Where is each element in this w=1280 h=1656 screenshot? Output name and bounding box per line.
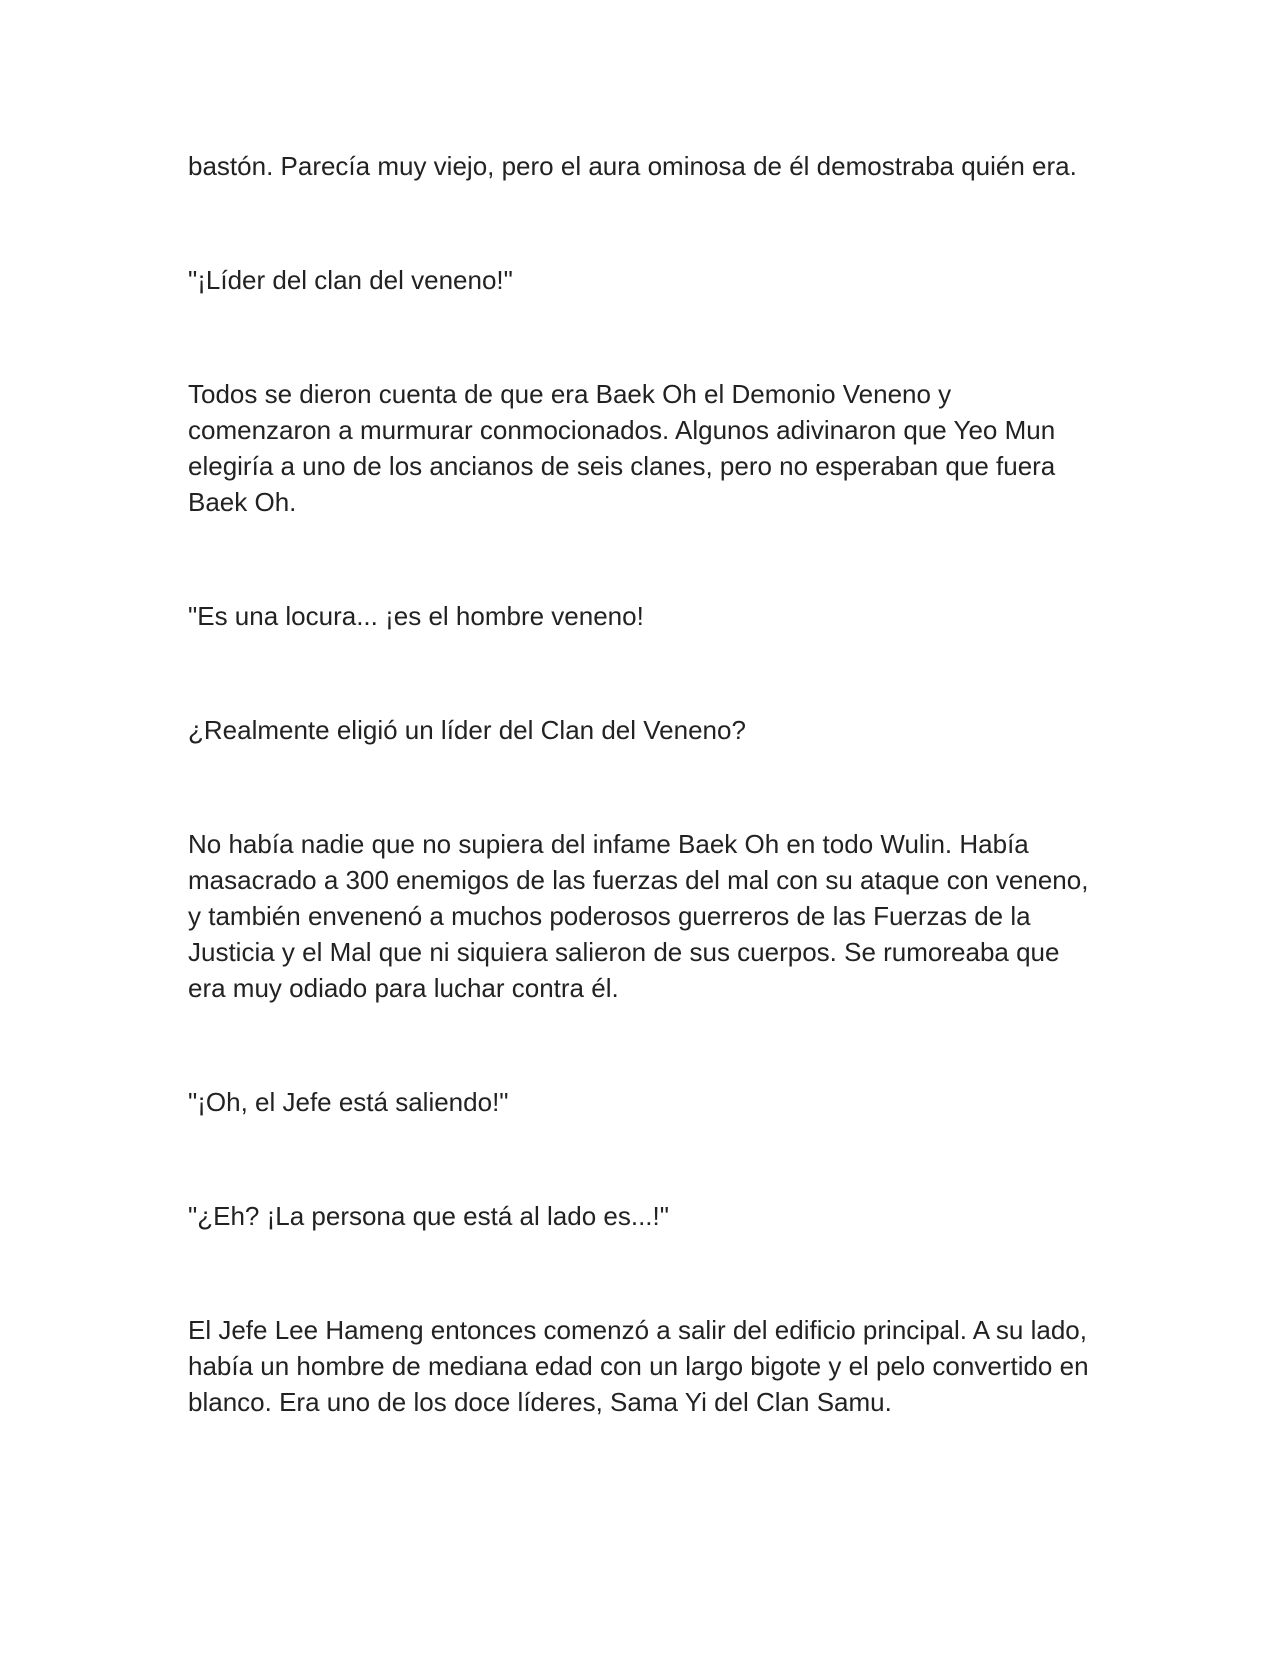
document-page bbox=[188, 148, 1098, 1420]
paragraph-9: El Jefe Lee Hameng entonces comenzó a salir del edificio principal. A su lado, había un hombre de mediana edad con un largo bigote y el pelo convertido en blanco. Era uno de los doce líderes, Sama Yi del Clan Samu. bbox=[188, 1315, 1089, 1417]
paragraph-8: "¿Eh? ¡La persona que está al lado es...!" bbox=[188, 1201, 669, 1231]
paragraph-6: No había nadie que no supiera del infame Baek Oh en todo Wulin. Había masacrado a 300 enemigos de las fuerzas del mal con su ataque con veneno, y también envenenó a muchos poderosos guerreros de las Fuerzas de la Justicia y el Mal que ni siquiera salieron de sus cuerpos. Se rumoreaba que era muy odiado para luchar contra él. bbox=[188, 829, 1089, 1003]
paragraph-7: "¡Oh, el Jefe está saliendo!" bbox=[188, 1087, 509, 1117]
paragraph-4: "Es una locura... ¡es el hombre veneno! bbox=[188, 601, 644, 631]
paragraph-1: bastón. Parecía muy viejo, pero el aura ominosa de él demostraba quién era. bbox=[188, 151, 1077, 181]
paragraph-5: ¿Realmente eligió un líder del Clan del Veneno? bbox=[188, 715, 746, 745]
paragraph-2: "¡Líder del clan del veneno!" bbox=[188, 265, 513, 295]
paragraph-3: Todos se dieron cuenta de que era Baek Oh el Demonio Veneno y comenzaron a murmurar conmocionados. Algunos adivinaron que Yeo Mun elegiría a uno de los ancianos de seis clanes, pero no esperaban que fuera Baek Oh. bbox=[188, 379, 1056, 517]
